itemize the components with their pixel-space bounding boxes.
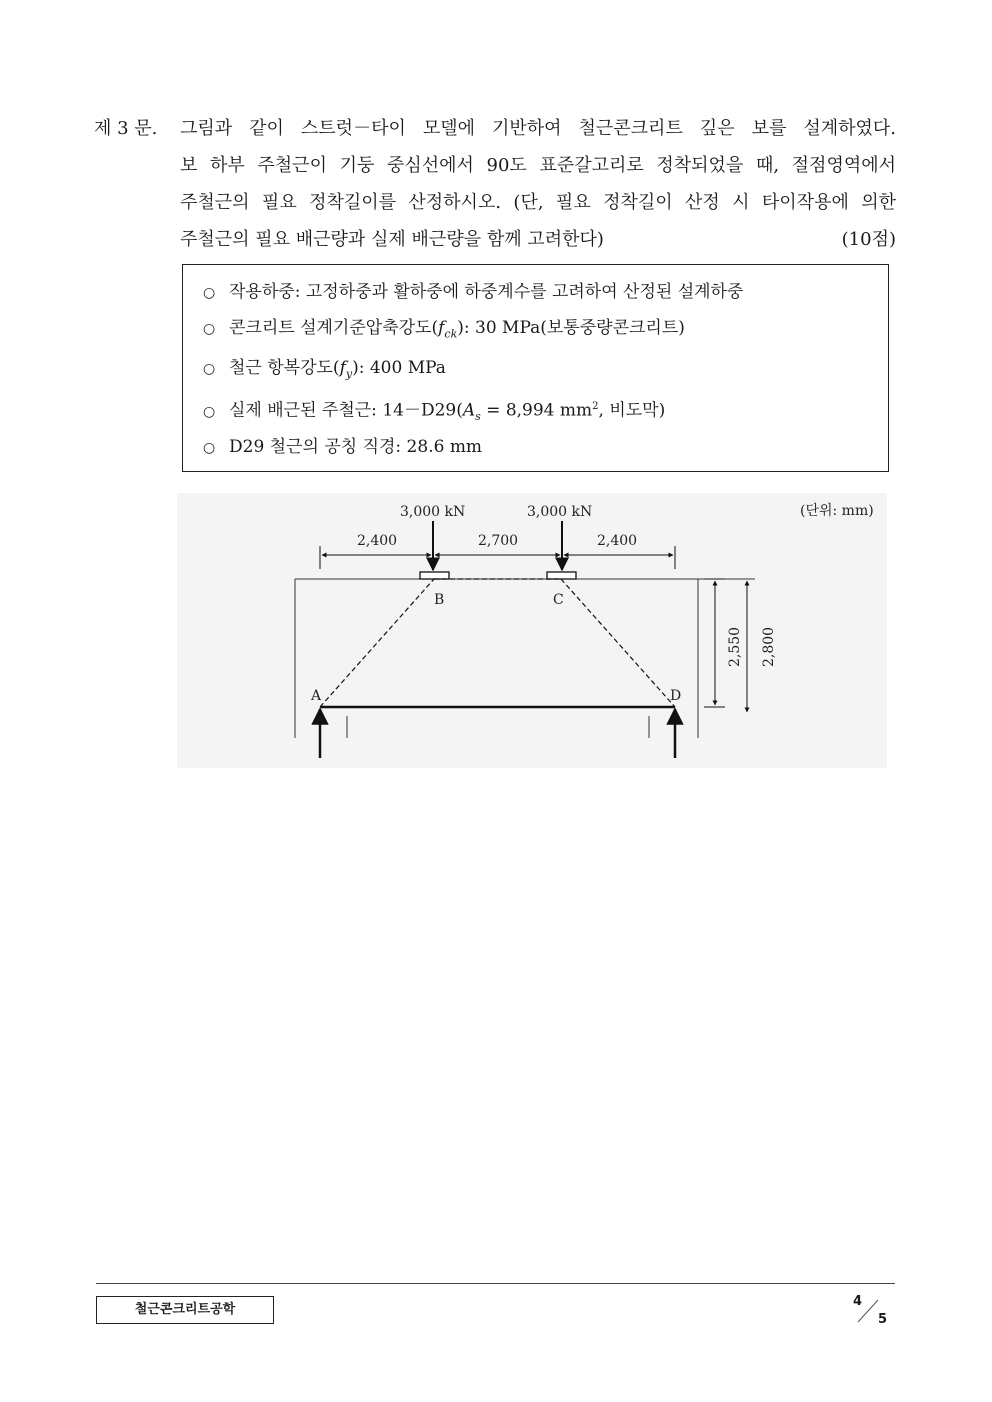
condition-diameter [203,435,482,460]
question-number: 제 3 문. [94,118,158,139]
load-label-left: 3,000 kN [400,504,466,520]
symbol-sq: 2 [592,401,599,412]
condition-rebar-post: , 비도막) [598,400,666,421]
footer-subject: 철근콘크리트공학 [96,1296,274,1324]
strut-tie-diagram [177,493,887,768]
condition-yield-strength [203,356,446,386]
condition-rebar [203,395,665,429]
bearing-plate-c [547,572,576,579]
bullet-icon: ○ [203,361,216,377]
question-line-4 [180,227,896,253]
height-label-outer: 2,800 [761,626,777,667]
condition-concrete-strength [203,316,685,346]
condition-concrete-pre: 콘크리트 설계기준압축강도( [229,318,439,338]
load-label-right: 3,000 kN [527,504,593,520]
condition-yield-post: ): 400 MPa [352,358,446,378]
unit-label: (단위: mm) [800,503,874,519]
conditions-box [182,264,889,472]
height-label-inner: 2,550 [727,626,743,667]
node-label-b: B [434,592,445,608]
bullet-icon: ○ [203,440,216,456]
strut-tie-figure [177,493,887,768]
condition-rebar-pre: 실제 배근된 주철근: 14－D29( [229,400,463,421]
beam-outline [295,579,755,738]
question-line-1: 그림과 같이 스트럿－타이 모델에 기반하여 철근콘크리트 깊은 보를 설계하였다. [180,118,896,139]
condition-rebar-mid: = 8,994 mm [480,400,593,421]
bullet-icon: ○ [203,403,216,420]
symbol-y: y [345,367,353,381]
symbol-ck: ck [444,327,458,341]
symbol-s: s [475,410,481,424]
page-slash-icon [856,1298,880,1324]
node-label-c: C [553,592,564,608]
question-points: (10점) [841,229,896,250]
symbol-fy: f [339,358,346,378]
span-dimension [320,546,675,569]
bullet-icon: ○ [203,321,216,337]
condition-concrete-post: ): 30 MPa(보통중량콘크리트) [457,318,685,338]
span-label-left: 2,400 [357,533,398,549]
node-label-a: A [311,688,322,704]
node-label-d: D [670,688,682,704]
condition-load [203,280,743,305]
span-label-mid: 2,700 [478,533,519,549]
struts [320,579,675,707]
condition-diameter-text: D29 철근의 공칭 직경: 28.6 mm [229,437,483,457]
span-label-right: 2,400 [597,533,638,549]
bullet-icon: ○ [203,285,216,301]
page-total: 5 [878,1312,888,1327]
bearing-plate-b [420,572,449,579]
footer-divider [96,1283,895,1284]
question-line-2: 보 하부 주철근이 기둥 중심선에서 90도 표준갈고리로 정착되었을 때, 절점영역에서 [180,155,896,176]
question-line-3: 주철근의 필요 정착길이를 산정하시오. (단, 필요 정착길이 산정 시 타이작용에 의한 [180,192,896,213]
condition-yield-pre: 철근 항복강도( [229,358,340,378]
symbol-f: f [438,318,445,338]
question-line-4-text: 주철근의 필요 배근량과 실제 배근량을 함께 고려한다) [180,229,604,250]
symbol-as: A [462,400,476,421]
condition-load-text: 작용하중: 고정하중과 활하중에 하중계수를 고려하여 산정된 설계하중 [229,282,744,302]
page-number: 4 [853,1294,863,1309]
